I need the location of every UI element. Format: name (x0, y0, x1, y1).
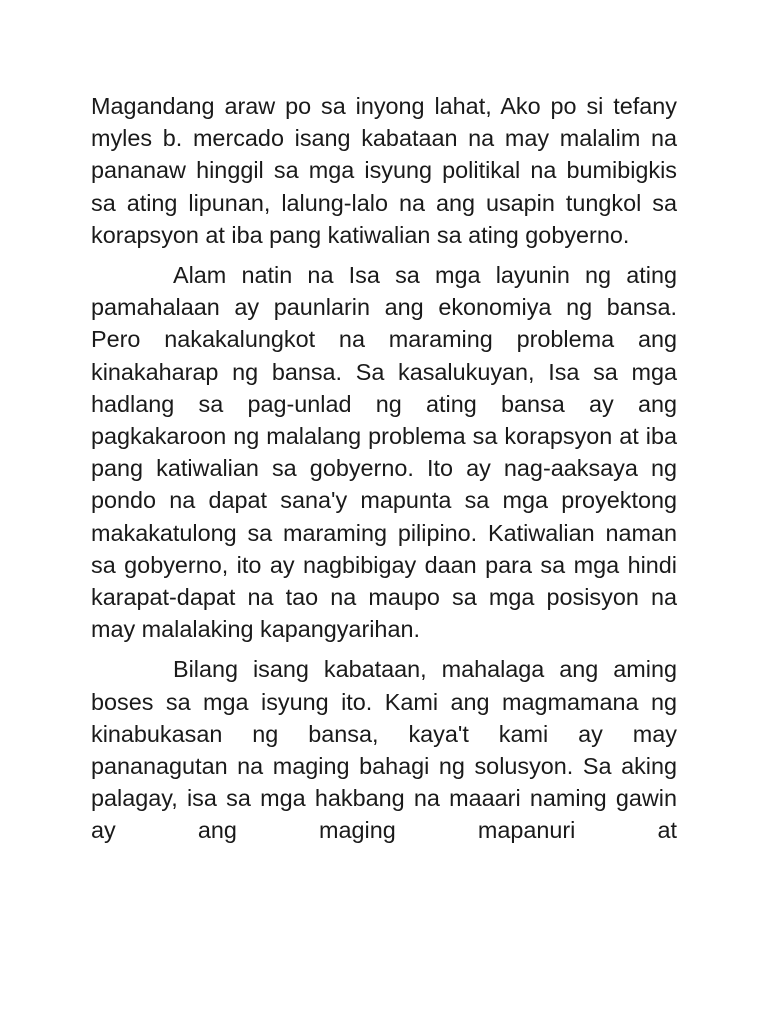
paragraph-introduction: Magandang araw po sa inyong lahat, Ako po si tefany myles b. mercado isang kabataan na may malalim na pananaw hinggil sa mga isyung politikal na bumibigkis sa ating lipunan, lalung-lalo na ang usapin tungkol sa korapsyon at iba pang katiwalian sa ating gobyerno. (91, 93, 677, 248)
paragraph-corruption-problem: Alam natin na Isa sa mga layunin ng ating pamahalaan ay paunlarin ang ekonomiya ng bansa. Pero nakakalungkot na maraming problema ang kinakaharap ng bansa. Sa kasalukuyan, Isa sa mga hadlang sa pag-unlad ng ating bansa ay ang pagkakaroon ng malalang problema sa korapsyon at iba pang katiwalian sa gobyerno. Ito ay nag-aaksaya ng pondo na dapat sana'y mapunta sa mga proyektong makakatulong sa maraming pilipino. Katiwalian naman sa gobyerno, ito ay nagbibigay daan para sa mga hindi karapat-dapat na tao na maupo sa mga posisyon na may malalaking kapangyarihan. (91, 262, 677, 643)
paragraph-youth-role: Bilang isang kabataan, mahalaga ang aming boses sa mga isyung ito. Kami ang magmamana ng kinabukasan ng bansa, kaya't kami ay may pananagutan na maging bahagi ng solusyon. Sa aking palagay, isa sa mga hakbang na maaari naming gawin ay ang maging mapanuri at (91, 656, 677, 844)
document-body (91, 90, 677, 855)
